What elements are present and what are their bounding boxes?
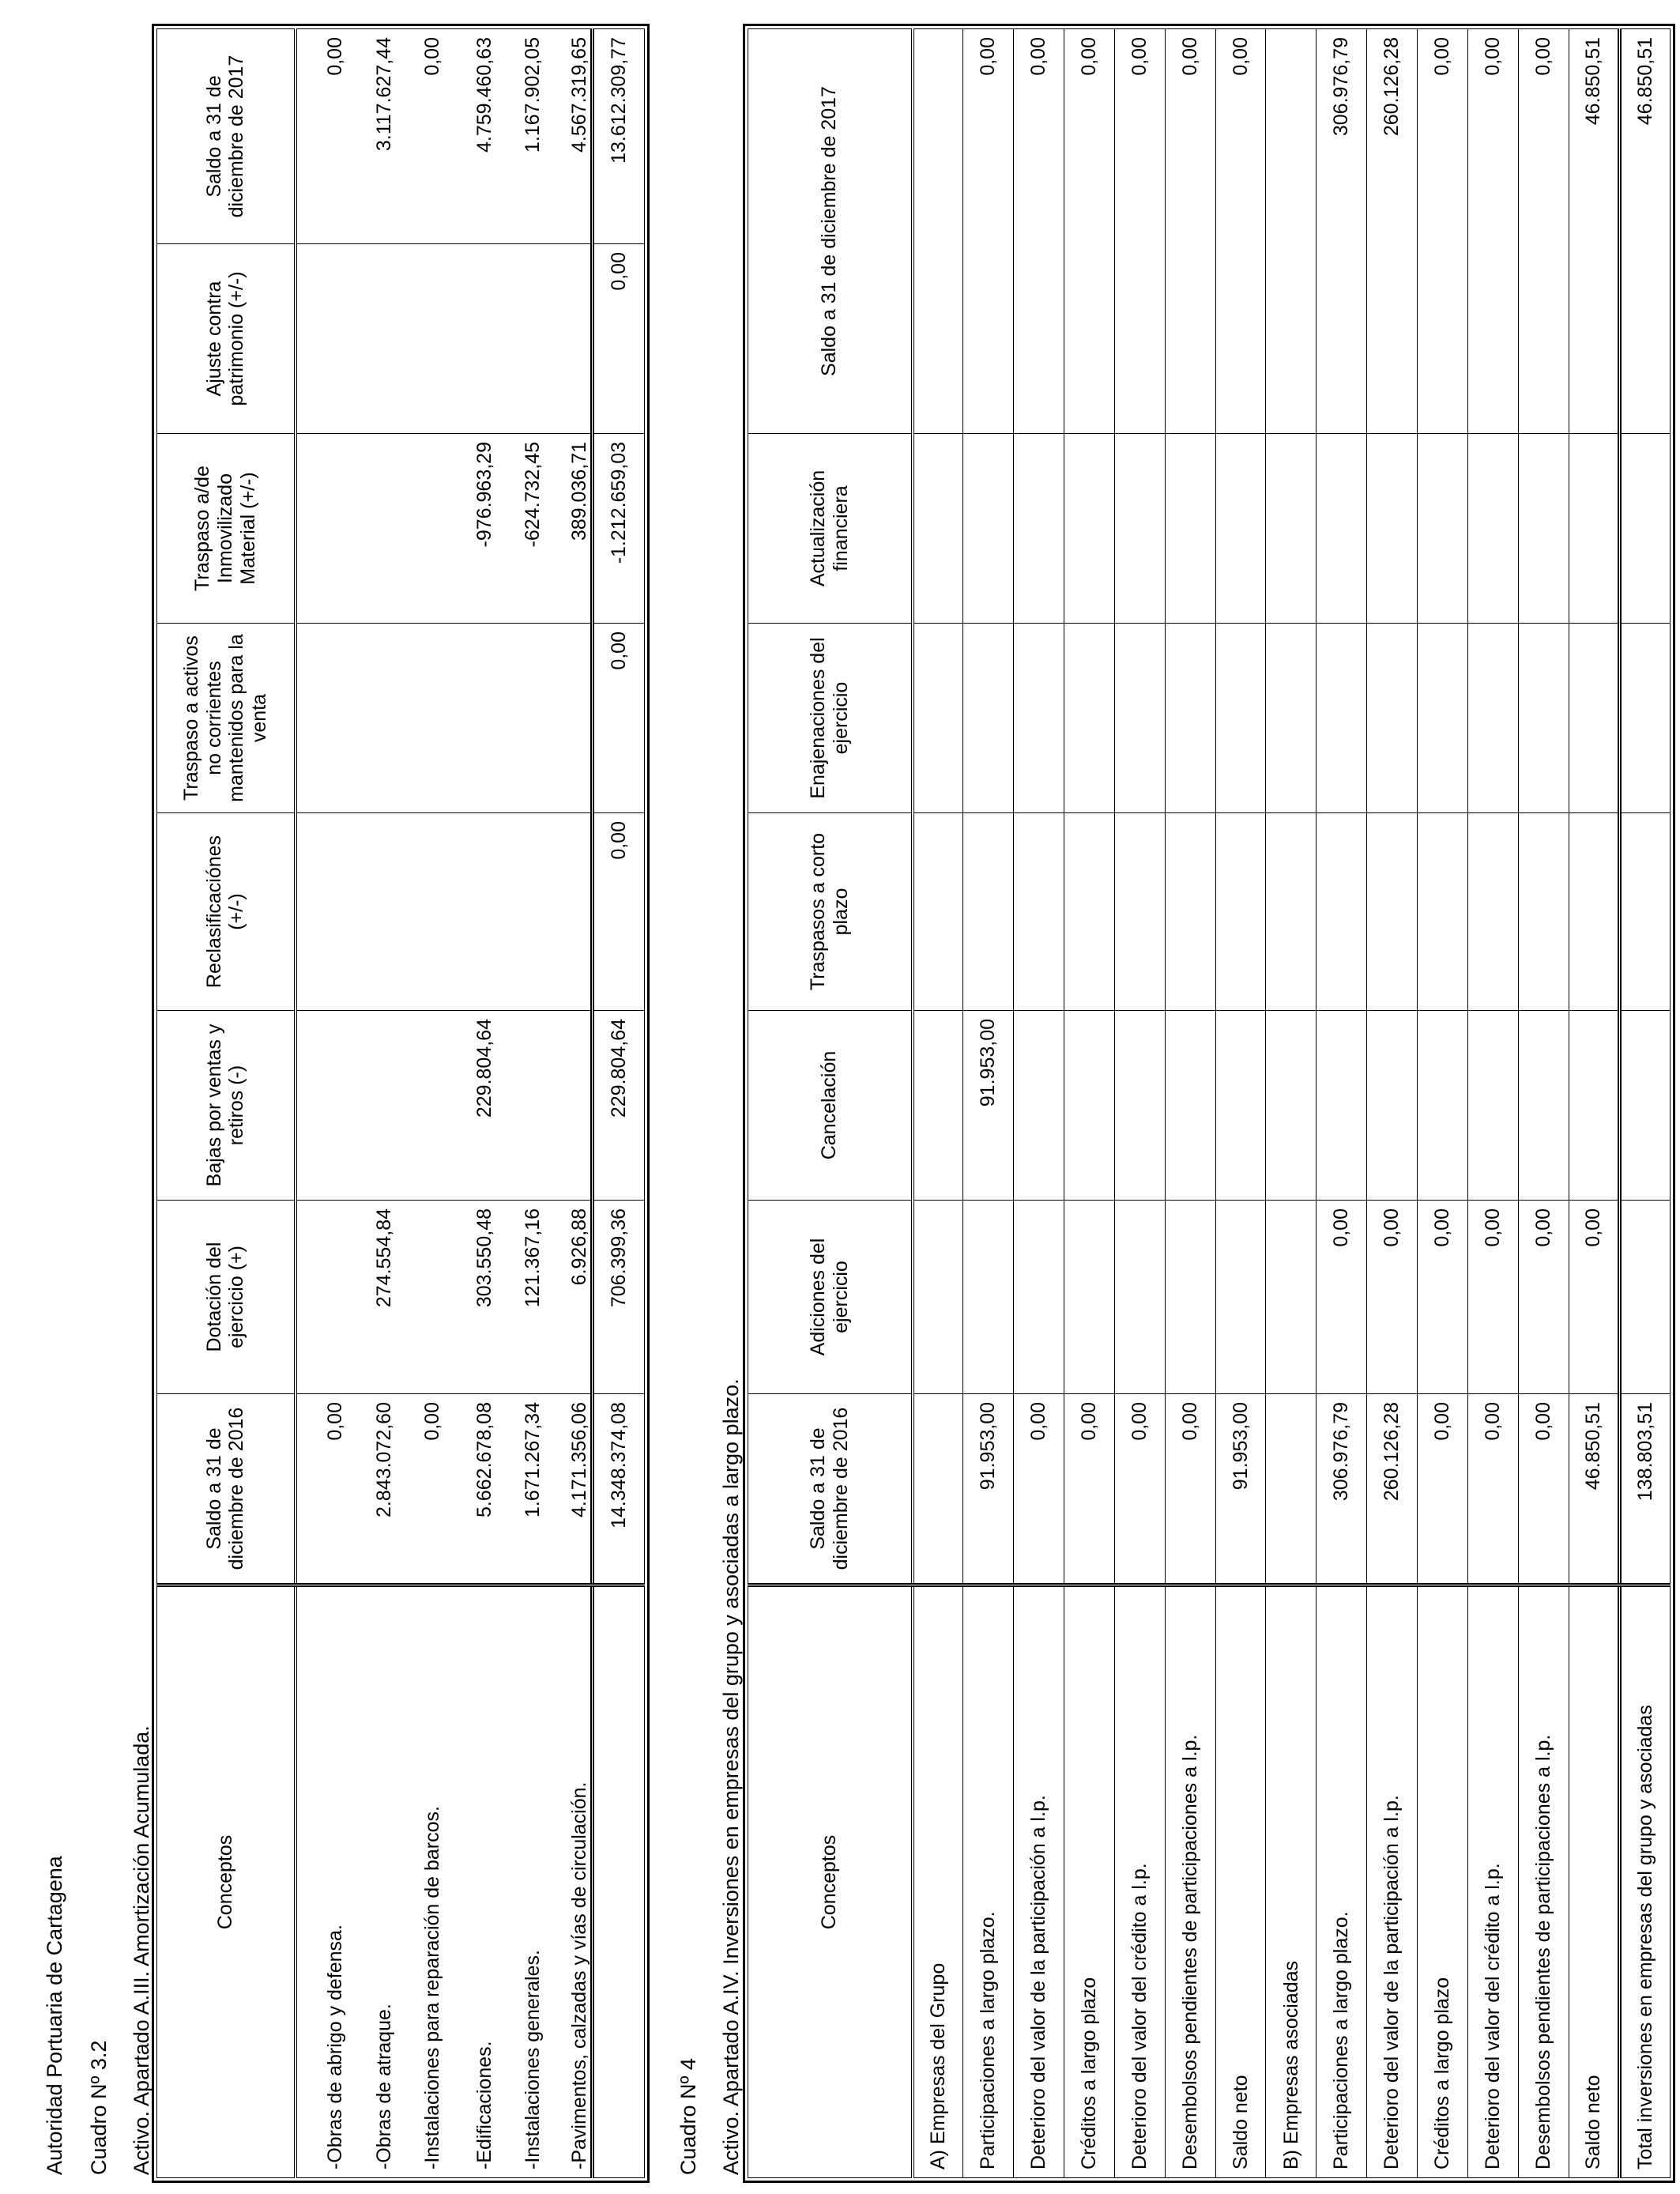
table1-title: Activo. Apartado A.III. Amortización Acumulada. bbox=[130, 1725, 153, 2175]
cell-value bbox=[395, 813, 443, 1011]
cell-value bbox=[395, 1011, 443, 1201]
cell-value bbox=[495, 244, 544, 434]
cell-value bbox=[1114, 813, 1165, 1011]
amortizacion-table-frame bbox=[152, 24, 650, 2183]
table-row bbox=[544, 29, 593, 2178]
column-header: Cancelación bbox=[748, 1011, 913, 1201]
cell-value bbox=[296, 813, 348, 1011]
cell-value: 306.976,79 bbox=[1317, 1394, 1367, 1585]
cell-value: 1.671.267,34 bbox=[495, 1394, 544, 1585]
inversiones-table-frame bbox=[743, 24, 1675, 2183]
cuadro-3-2-label: Cuadro Nº 3.2 bbox=[87, 2040, 111, 2175]
cell-value bbox=[1114, 1011, 1165, 1201]
cell-value: 260.126,28 bbox=[1367, 29, 1418, 434]
cell-value: 0,00 bbox=[1519, 1394, 1569, 1585]
cell-value bbox=[1317, 624, 1367, 813]
cell-value: 0,00 bbox=[1418, 29, 1468, 434]
section-row bbox=[1266, 29, 1317, 2178]
cell-value bbox=[1165, 1011, 1215, 1201]
cell-value: 0,00 bbox=[1317, 1201, 1367, 1394]
cell-value bbox=[1013, 434, 1064, 624]
cell-value bbox=[296, 1011, 348, 1201]
cell-value bbox=[347, 244, 395, 434]
row-label: Créditos a largo plazo bbox=[1418, 1585, 1468, 2178]
cell-value bbox=[1064, 434, 1114, 624]
cell-value: 46.850,51 bbox=[1569, 1394, 1619, 1585]
cell-value bbox=[1013, 1201, 1064, 1394]
cell-value bbox=[395, 434, 443, 624]
cell-value: 91.953,00 bbox=[962, 1394, 1013, 1585]
cell-value bbox=[1468, 624, 1519, 813]
cell-value bbox=[395, 244, 443, 434]
total-value: 0,00 bbox=[593, 813, 645, 1011]
cell-value: 0,00 bbox=[1418, 1201, 1468, 1394]
row-label: Desembolsos pendientes de participaciones a l.p. bbox=[1165, 1585, 1215, 2178]
cell-value: 0,00 bbox=[1468, 1394, 1519, 1585]
cell-value bbox=[1215, 1011, 1266, 1201]
row-label: Deterioro del valor de la participación a l.p. bbox=[1367, 1585, 1418, 2178]
cell-value bbox=[1519, 1011, 1569, 1201]
column-header: Traspaso a/de Inmovilizado Material (+/-) bbox=[157, 434, 296, 624]
column-header: Saldo a 31 de diciembre de 2017 bbox=[748, 29, 913, 434]
row-label: Deterioro del valor del crédito a l.p. bbox=[1114, 1585, 1165, 2178]
cell-value bbox=[1418, 813, 1468, 1011]
cell-value bbox=[1114, 1201, 1165, 1394]
inversiones-table bbox=[748, 28, 1671, 2178]
section-label: B) Empresas asociadas bbox=[1266, 1585, 1317, 2178]
cell-value: 0,00 bbox=[296, 1394, 348, 1585]
table-row bbox=[395, 29, 443, 2178]
cell-value: 6.926,88 bbox=[544, 1201, 593, 1394]
table2-title: Activo. Apartado A.IV. Inversiones en empresas del grupo y asociadas a largo plazo. bbox=[719, 1378, 743, 2175]
cell-value bbox=[1013, 813, 1064, 1011]
total-value: -1.212.659,03 bbox=[593, 434, 645, 624]
section-label: A) Empresas del Grupo bbox=[913, 1585, 963, 2178]
column-header: Saldo a 31 de diciembre de 2016 bbox=[748, 1394, 913, 1585]
cell-value: 0,00 bbox=[296, 29, 348, 244]
cell-value bbox=[1064, 1011, 1114, 1201]
table-row bbox=[1317, 29, 1367, 2178]
cell-value: 0,00 bbox=[1013, 1394, 1064, 1585]
row-label: -Obras de abrigo y defensa. bbox=[296, 1585, 348, 2178]
total-value: 706.399,36 bbox=[593, 1201, 645, 1394]
cell-value bbox=[1165, 1201, 1215, 1394]
table-row bbox=[962, 29, 1013, 2178]
row-label: -Pavimentos, calzadas y vías de circulación. bbox=[544, 1585, 593, 2178]
cell-value bbox=[1165, 434, 1215, 624]
total-value: 13.612.309,77 bbox=[593, 29, 645, 244]
cell-value bbox=[962, 813, 1013, 1011]
cell-value: 4.759.460,63 bbox=[444, 29, 496, 244]
cell-value: -976.963,29 bbox=[444, 434, 496, 624]
cell-value bbox=[1367, 813, 1418, 1011]
cell-value: 0,00 bbox=[1418, 1394, 1468, 1585]
table-row bbox=[347, 29, 395, 2178]
cell-value bbox=[962, 1201, 1013, 1394]
cell-value: 91.953,00 bbox=[962, 1011, 1013, 1201]
cell-value bbox=[1266, 813, 1317, 1011]
section-row bbox=[913, 29, 963, 2178]
cell-value: 229.804,64 bbox=[444, 1011, 496, 1201]
row-label: Deterioro del valor del crédito a l.p. bbox=[1468, 1585, 1519, 2178]
cell-value: 274.554,84 bbox=[347, 1201, 395, 1394]
cell-value bbox=[1064, 813, 1114, 1011]
cell-value bbox=[444, 813, 496, 1011]
cell-value: 4.567.319,65 bbox=[544, 29, 593, 244]
cell-value bbox=[544, 1011, 593, 1201]
column-header: Enajenaciones del ejercicio bbox=[748, 624, 913, 813]
cell-value bbox=[395, 1201, 443, 1394]
cell-value bbox=[1367, 624, 1418, 813]
cell-value: 303.550,48 bbox=[444, 1201, 496, 1394]
total-label bbox=[593, 1585, 645, 2178]
row-label: Saldo neto bbox=[1215, 1585, 1266, 2178]
cell-value bbox=[1266, 1011, 1317, 1201]
cell-value: 3.117.627,44 bbox=[347, 29, 395, 244]
row-label: Desembolsos pendientes de participaciones a l.p. bbox=[1519, 1585, 1569, 2178]
total-value bbox=[1619, 624, 1670, 813]
cell-value bbox=[913, 813, 963, 1011]
table-row bbox=[1165, 29, 1215, 2178]
cell-value bbox=[1468, 1011, 1519, 1201]
cell-value bbox=[544, 624, 593, 813]
cell-value bbox=[1519, 813, 1569, 1011]
row-label: Participaciones a largo plazo. bbox=[962, 1585, 1013, 2178]
cell-value bbox=[1418, 624, 1468, 813]
cell-value bbox=[1569, 624, 1619, 813]
cell-value bbox=[1418, 1011, 1468, 1201]
cell-value: 0,00 bbox=[1519, 1201, 1569, 1394]
cell-value: 0,00 bbox=[1367, 1201, 1418, 1394]
cell-value: 2.843.072,60 bbox=[347, 1394, 395, 1585]
total-value: 138.803,51 bbox=[1619, 1394, 1670, 1585]
cell-value: -624.732,45 bbox=[495, 434, 544, 624]
cell-value: 0,00 bbox=[1519, 29, 1569, 434]
total-value bbox=[1619, 434, 1670, 624]
cell-value bbox=[1266, 434, 1317, 624]
row-label: -Obras de atraque. bbox=[347, 1585, 395, 2178]
column-header: Adiciones del ejercicio bbox=[748, 1201, 913, 1394]
total-value: 0,00 bbox=[593, 244, 645, 434]
column-header: Traspaso a activos no corrientes mantenidos para la venta bbox=[157, 624, 296, 813]
row-label: Saldo neto bbox=[1569, 1585, 1619, 2178]
total-value: 46.850,51 bbox=[1619, 29, 1670, 434]
cell-value bbox=[544, 244, 593, 434]
cell-value bbox=[913, 434, 963, 624]
table-row bbox=[1519, 29, 1569, 2178]
total-value: 14.348.374,08 bbox=[593, 1394, 645, 1585]
column-header: Reclasificaciónes (+/-) bbox=[157, 813, 296, 1011]
cell-value: 0,00 bbox=[1114, 29, 1165, 434]
cell-value: 5.662.678,08 bbox=[444, 1394, 496, 1585]
row-label: -Instalaciones generales. bbox=[495, 1585, 544, 2178]
row-label: -Edificaciones. bbox=[444, 1585, 496, 2178]
cell-value bbox=[1519, 434, 1569, 624]
cell-value bbox=[1468, 434, 1519, 624]
cell-value bbox=[495, 1011, 544, 1201]
cell-value: 0,00 bbox=[1064, 1394, 1114, 1585]
row-label: -Instalaciones para reparación de barcos. bbox=[395, 1585, 443, 2178]
column-header: Conceptos bbox=[748, 1585, 913, 2178]
column-header: Conceptos bbox=[157, 1585, 296, 2178]
table-row bbox=[1013, 29, 1064, 2178]
cell-value bbox=[1569, 434, 1619, 624]
column-header: Bajas por ventas y retiros (-) bbox=[157, 1011, 296, 1201]
cell-value: 0,00 bbox=[1013, 29, 1064, 434]
cell-value bbox=[913, 1201, 963, 1394]
cell-value bbox=[1215, 434, 1266, 624]
total-label: Total inversiones en empresas del grupo y asociadas bbox=[1619, 1585, 1670, 2178]
total-value bbox=[1619, 813, 1670, 1011]
cell-value bbox=[913, 1011, 963, 1201]
cell-value: 260.126,28 bbox=[1367, 1394, 1418, 1585]
cell-value bbox=[1367, 434, 1418, 624]
total-value bbox=[1619, 1201, 1670, 1394]
cell-value bbox=[1317, 1011, 1367, 1201]
table-row bbox=[495, 29, 544, 2178]
cell-value bbox=[1266, 624, 1317, 813]
cell-value bbox=[1215, 624, 1266, 813]
cell-value bbox=[1114, 624, 1165, 813]
cell-value: 121.367,16 bbox=[495, 1201, 544, 1394]
table-row bbox=[1215, 29, 1266, 2178]
cell-value bbox=[1519, 624, 1569, 813]
cell-value: 0,00 bbox=[1114, 1394, 1165, 1585]
cell-value bbox=[1013, 1011, 1064, 1201]
table-row bbox=[1367, 29, 1418, 2178]
cell-value: 0,00 bbox=[962, 29, 1013, 434]
cell-value bbox=[1266, 1201, 1317, 1394]
cell-value: 91.953,00 bbox=[1215, 1394, 1266, 1585]
table-row bbox=[296, 29, 348, 2178]
cell-value bbox=[1569, 813, 1619, 1011]
cell-value bbox=[1215, 813, 1266, 1011]
table-row bbox=[1468, 29, 1519, 2178]
cell-value bbox=[1266, 1394, 1317, 1585]
cell-value: 0,00 bbox=[1064, 29, 1114, 434]
row-label: Participaciones a largo plazo. bbox=[1317, 1585, 1367, 2178]
cell-value bbox=[395, 624, 443, 813]
cell-value: 1.167.902,05 bbox=[495, 29, 544, 244]
cell-value: 0,00 bbox=[1468, 29, 1519, 434]
cell-value bbox=[444, 624, 496, 813]
cell-value bbox=[495, 813, 544, 1011]
row-label: Créditos a largo plazo bbox=[1064, 1585, 1114, 2178]
cell-value: 0,00 bbox=[1165, 1394, 1215, 1585]
table-row bbox=[1569, 29, 1619, 2178]
cell-value bbox=[1064, 624, 1114, 813]
cell-value bbox=[444, 244, 496, 434]
cell-value: 46.850,51 bbox=[1569, 29, 1619, 434]
cell-value bbox=[296, 624, 348, 813]
cell-value bbox=[296, 1201, 348, 1394]
cell-value bbox=[296, 434, 348, 624]
cell-value: 0,00 bbox=[1215, 29, 1266, 434]
cell-value bbox=[1367, 1011, 1418, 1201]
column-header: Ajuste contra patrimonio (+/-) bbox=[157, 244, 296, 434]
cell-value bbox=[347, 1011, 395, 1201]
cell-value: 389.036,71 bbox=[544, 434, 593, 624]
cell-value bbox=[913, 624, 963, 813]
cell-value bbox=[962, 434, 1013, 624]
cell-value bbox=[913, 1394, 963, 1585]
column-header: Actualización financiera bbox=[748, 434, 913, 624]
cell-value: 0,00 bbox=[1468, 1201, 1519, 1394]
cell-value bbox=[544, 813, 593, 1011]
cell-value bbox=[347, 624, 395, 813]
cell-value bbox=[347, 813, 395, 1011]
cell-value bbox=[1569, 1011, 1619, 1201]
total-value: 229.804,64 bbox=[593, 1011, 645, 1201]
total-row bbox=[593, 29, 645, 2178]
cell-value bbox=[1114, 434, 1165, 624]
cell-value bbox=[1468, 813, 1519, 1011]
cell-value bbox=[962, 624, 1013, 813]
cuadro-4-label: Cuadro Nº 4 bbox=[676, 2058, 700, 2175]
cell-value bbox=[1165, 813, 1215, 1011]
table-row bbox=[444, 29, 496, 2178]
cell-value: 0,00 bbox=[1165, 29, 1215, 434]
cell-value bbox=[347, 434, 395, 624]
row-label: Deterioro del valor de la participación a l.p. bbox=[1013, 1585, 1064, 2178]
cell-value bbox=[1317, 813, 1367, 1011]
cell-value bbox=[1165, 624, 1215, 813]
cell-value bbox=[1266, 29, 1317, 434]
table-row bbox=[1418, 29, 1468, 2178]
table-row bbox=[1064, 29, 1114, 2178]
cell-value: 306.976,79 bbox=[1317, 29, 1367, 434]
column-header: Dotación del ejercicio (+) bbox=[157, 1201, 296, 1394]
cell-value bbox=[1418, 434, 1468, 624]
column-header: Traspasos a corto plazo bbox=[748, 813, 913, 1011]
table-row bbox=[1114, 29, 1165, 2178]
cell-value bbox=[1317, 434, 1367, 624]
total-row bbox=[1619, 29, 1670, 2178]
cell-value bbox=[1215, 1201, 1266, 1394]
cell-value bbox=[1064, 1201, 1114, 1394]
cell-value bbox=[913, 29, 963, 434]
cell-value: 4.171.356,06 bbox=[544, 1394, 593, 1585]
column-header: Saldo a 31 de diciembre de 2016 bbox=[157, 1394, 296, 1585]
cell-value: 0,00 bbox=[1569, 1201, 1619, 1394]
amortizacion-table bbox=[156, 28, 645, 2178]
cell-value: 0,00 bbox=[395, 29, 443, 244]
cell-value bbox=[1013, 624, 1064, 813]
cell-value: 0,00 bbox=[395, 1394, 443, 1585]
total-value: 0,00 bbox=[593, 624, 645, 813]
cell-value bbox=[495, 624, 544, 813]
org-name: Autoridad Portuaria de Cartagena bbox=[43, 1856, 66, 2175]
cell-value bbox=[296, 244, 348, 434]
total-value bbox=[1619, 1011, 1670, 1201]
column-header: Saldo a 31 de diciembre de 2017 bbox=[157, 29, 296, 244]
